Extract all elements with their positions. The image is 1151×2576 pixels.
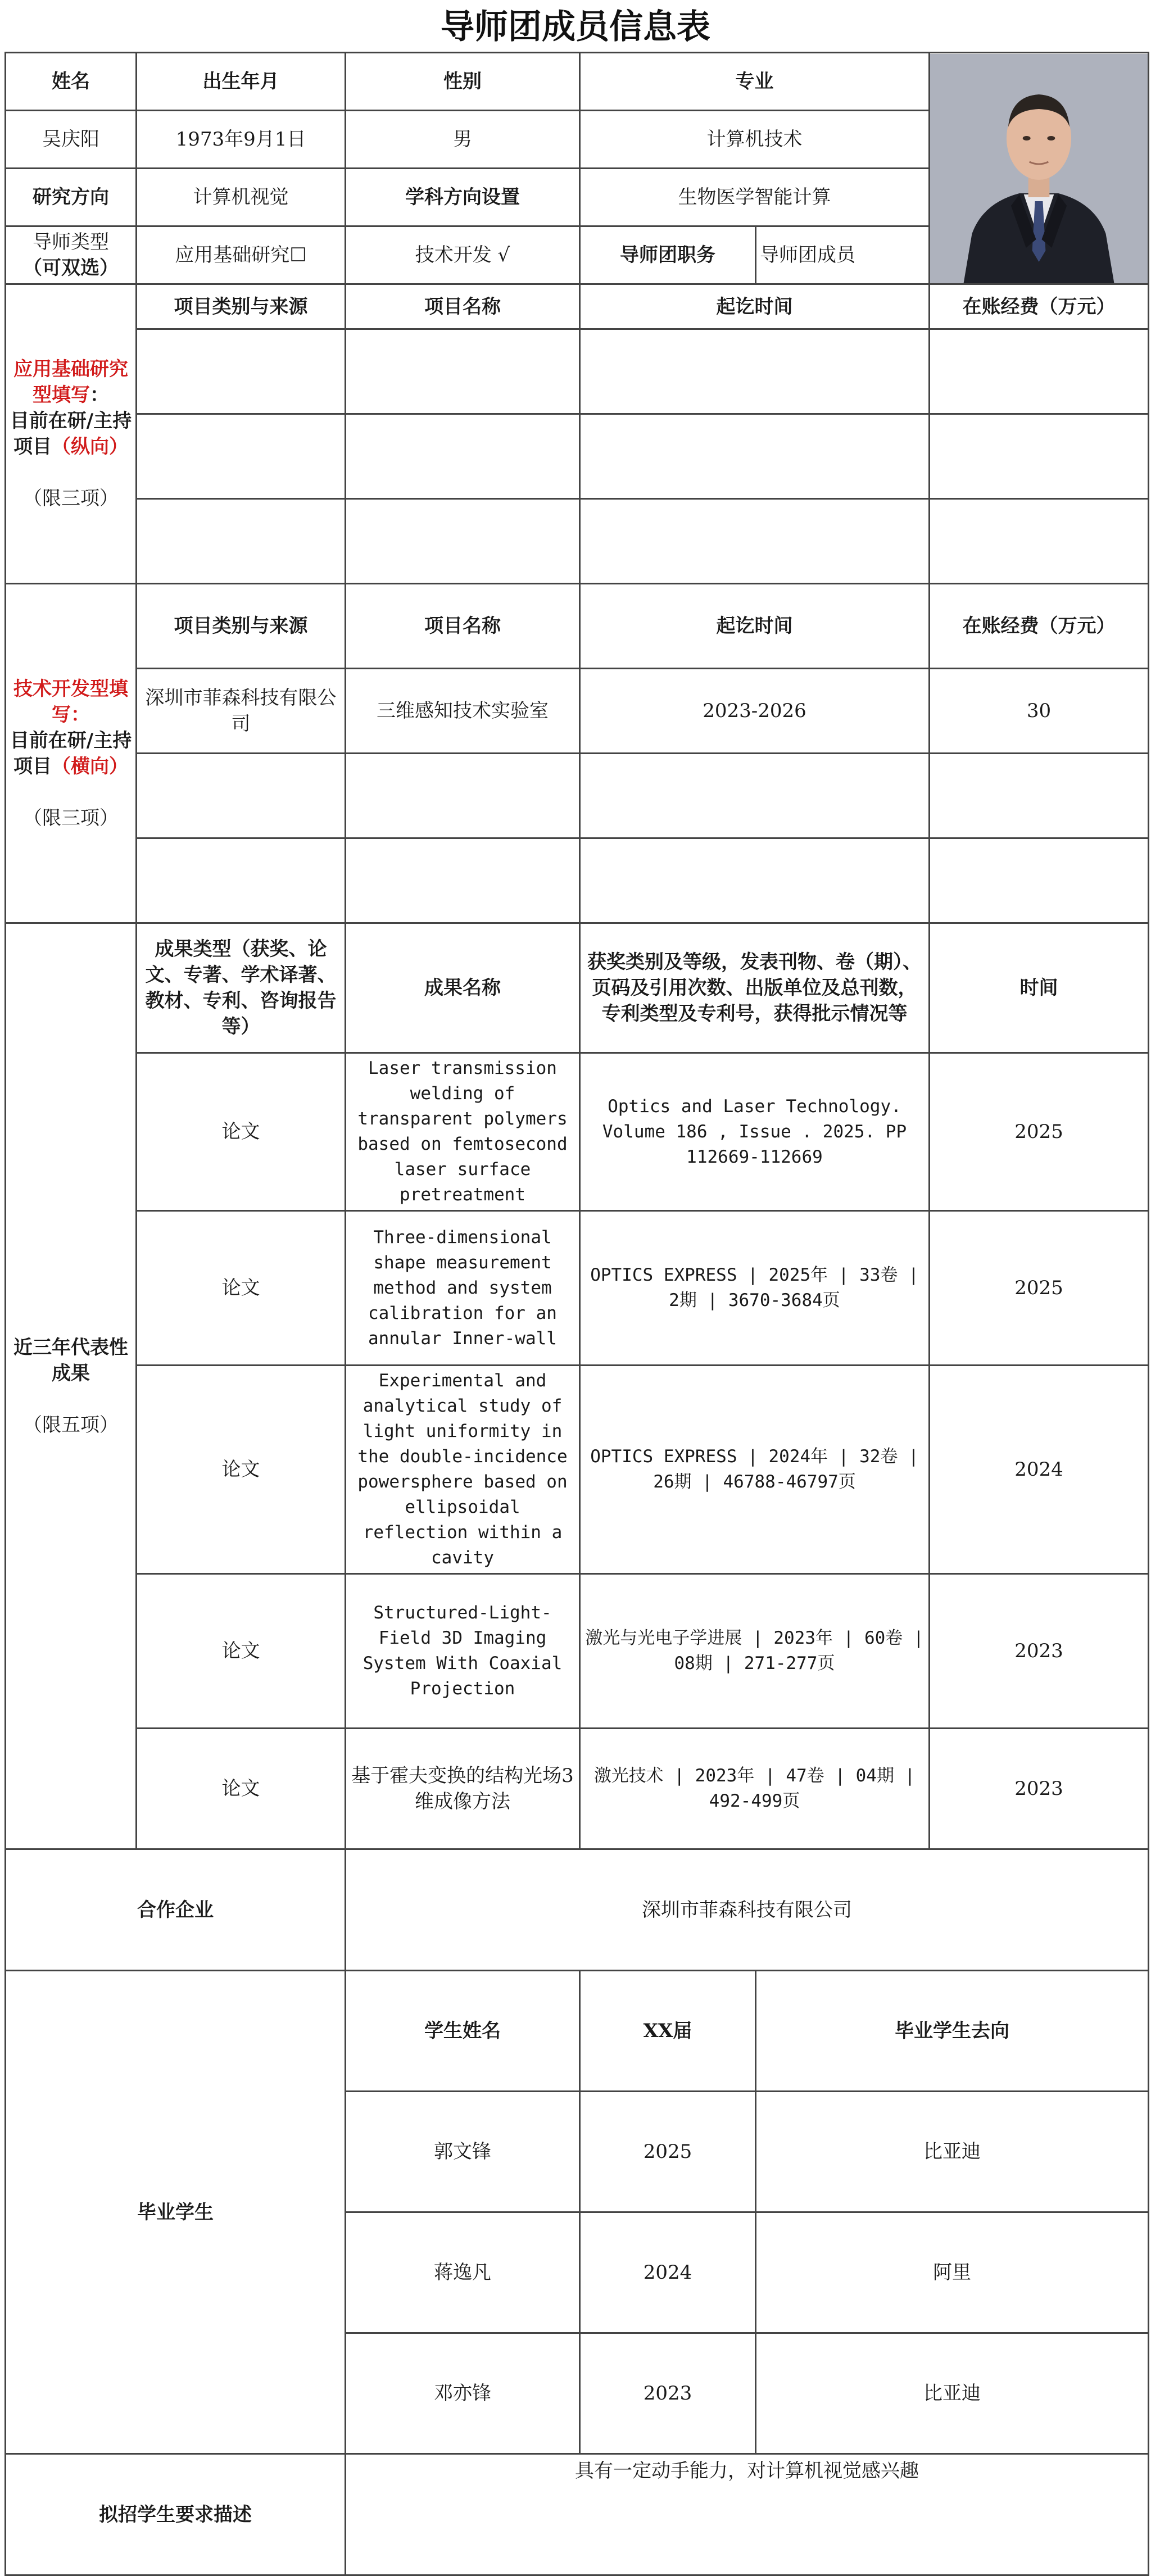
tech-row-category bbox=[137, 754, 346, 838]
ach-row-details: OPTICS EXPRESS | 2025年 | 33卷 | 2期 | 3670-3684页 bbox=[580, 1211, 930, 1366]
mentor-info-table bbox=[4, 52, 1149, 2576]
grad-row-class: 2024 bbox=[580, 2212, 756, 2333]
ach-header-details: 获奖类别及等级，发表刊物、卷（期）、页码及引用次数、出版单位及总刊数，专利类型及专利号，获得批示情况等 bbox=[580, 923, 930, 1053]
tech-header-name: 项目名称 bbox=[346, 584, 580, 669]
basic-header-funding: 在账经费（万元） bbox=[930, 284, 1149, 329]
ach-row-title: Experimental and analytical study of light uniformity in the double-incidence powersphere based on ellipsoidal reflection within a cavity bbox=[346, 1366, 580, 1574]
ach-row-type: 论文 bbox=[137, 1574, 346, 1729]
role-value: 导师团成员 bbox=[756, 226, 930, 284]
grad-row-destination: 比亚迪 bbox=[756, 2092, 1149, 2212]
basic-projects-side bbox=[6, 284, 137, 584]
discipline-value: 生物医学智能计算 bbox=[580, 169, 930, 226]
tech-row-category: 深圳市菲森科技有限公司 bbox=[137, 669, 346, 754]
achievements-side-title: 近三年代表性成果 bbox=[13, 1336, 128, 1385]
basic-side-red-1: 应用基础研究型填写 bbox=[13, 358, 128, 406]
mentor-type-tech: 技术开发 √ bbox=[346, 226, 580, 284]
tech-side-red-1: 技术开发型填写： bbox=[13, 677, 128, 726]
discipline-label: 学科方向设置 bbox=[346, 169, 580, 226]
birth-label: 出生年月 bbox=[137, 53, 346, 111]
mentor-type-label bbox=[6, 226, 137, 284]
tech-row-category bbox=[137, 838, 346, 923]
mentor-type-basic: 应用基础研究☐ bbox=[137, 226, 346, 284]
ach-row-type: 论文 bbox=[137, 1366, 346, 1574]
basic-row-period bbox=[580, 499, 930, 584]
ach-row-title: 基于霍夫变换的结构光场3维成像方法 bbox=[346, 1729, 580, 1849]
grad-row-name: 蒋逸凡 bbox=[346, 2212, 580, 2333]
ach-row-time: 2024 bbox=[930, 1366, 1149, 1574]
graduates-label: 毕业学生 bbox=[6, 1971, 346, 2454]
basic-header-category: 项目类别与来源 bbox=[137, 284, 346, 329]
partner-value: 深圳市菲森科技有限公司 bbox=[346, 1849, 1149, 1971]
tech-side-red-2: （横向） bbox=[52, 755, 128, 778]
major-label: 专业 bbox=[580, 53, 930, 111]
ach-header-type: 成果类型（获奖、论文、专著、学术译著、教材、专利、咨询报告等） bbox=[137, 923, 346, 1053]
basic-side-colon: ： bbox=[90, 384, 109, 406]
photo-cell bbox=[930, 53, 1149, 284]
grad-header-name: 学生姓名 bbox=[346, 1971, 580, 2092]
grad-header-class: XX届 bbox=[580, 1971, 756, 2092]
achievements-side bbox=[6, 923, 137, 1849]
basic-header-period: 起讫时间 bbox=[580, 284, 930, 329]
grad-header-destination: 毕业学生去向 bbox=[756, 1971, 1149, 2092]
ach-header-name: 成果名称 bbox=[346, 923, 580, 1053]
basic-side-red-2: （纵向） bbox=[52, 436, 128, 458]
name-label: 姓名 bbox=[6, 53, 137, 111]
name-value: 吴庆阳 bbox=[6, 111, 137, 169]
basic-row-funding bbox=[930, 329, 1149, 414]
ach-row-type: 论文 bbox=[137, 1729, 346, 1849]
ach-row-details: Optics and Laser Technology. Volume 186 , Issue . 2025. PP 112669-112669 bbox=[580, 1053, 930, 1211]
tech-row-period: 2023-2026 bbox=[580, 669, 930, 754]
basic-row-category bbox=[137, 329, 346, 414]
page-title: 导师团成员信息表 bbox=[441, 7, 710, 47]
requirements-label: 拟招学生要求描述 bbox=[6, 2454, 346, 2575]
role-label: 导师团职务 bbox=[580, 226, 756, 284]
basic-side-limit: （限三项） bbox=[23, 487, 119, 510]
ach-row-type: 论文 bbox=[137, 1053, 346, 1211]
ach-row-time: 2023 bbox=[930, 1729, 1149, 1849]
ach-row-details: 激光与光电子学进展 | 2023年 | 60卷 | 08期 | 271-277页 bbox=[580, 1574, 930, 1729]
achievements-side-limit: （限五项） bbox=[23, 1413, 119, 1436]
tech-row-name: 三维感知技术实验室 bbox=[346, 669, 580, 754]
partner-label: 合作企业 bbox=[6, 1849, 346, 1971]
grad-row-class: 2025 bbox=[580, 2092, 756, 2212]
tech-header-funding: 在账经费（万元） bbox=[930, 584, 1149, 669]
gender-value: 男 bbox=[346, 111, 580, 169]
grad-row-class: 2023 bbox=[580, 2333, 756, 2454]
ach-row-time: 2023 bbox=[930, 1574, 1149, 1729]
tech-row-name bbox=[346, 754, 580, 838]
ach-row-type: 论文 bbox=[137, 1211, 346, 1366]
basic-row-period bbox=[580, 414, 930, 499]
grad-row-name: 郭文锋 bbox=[346, 2092, 580, 2212]
basic-row-funding bbox=[930, 499, 1149, 584]
ach-header-time: 时间 bbox=[930, 923, 1149, 1053]
tech-projects-side bbox=[6, 584, 137, 923]
tech-header-category: 项目类别与来源 bbox=[137, 584, 346, 669]
basic-row-period bbox=[580, 329, 930, 414]
grad-row-destination: 比亚迪 bbox=[756, 2333, 1149, 2454]
basic-side-black-1: 目前在研/主持项目 bbox=[10, 410, 132, 458]
tech-side-limit: （限三项） bbox=[23, 806, 119, 829]
ach-row-time: 2025 bbox=[930, 1053, 1149, 1211]
research-label: 研究方向 bbox=[6, 169, 137, 226]
basic-row-funding bbox=[930, 414, 1149, 499]
basic-row-category bbox=[137, 414, 346, 499]
mentor-type-label-line2: （可双选） bbox=[23, 257, 119, 279]
basic-row-name bbox=[346, 329, 580, 414]
tech-header-period: 起讫时间 bbox=[580, 584, 930, 669]
tech-row-funding: 30 bbox=[930, 669, 1149, 754]
requirements-value: 具有一定动手能力，对计算机视觉感兴趣 bbox=[346, 2454, 1149, 2575]
tech-row-funding bbox=[930, 754, 1149, 838]
tech-row-period bbox=[580, 754, 930, 838]
gender-label: 性别 bbox=[346, 53, 580, 111]
ach-row-time: 2025 bbox=[930, 1211, 1149, 1366]
research-value: 计算机视觉 bbox=[137, 169, 346, 226]
tech-row-name bbox=[346, 838, 580, 923]
grad-row-name: 邓亦锋 bbox=[346, 2333, 580, 2454]
birth-value: 1973年9月1日 bbox=[137, 111, 346, 169]
basic-row-name bbox=[346, 499, 580, 584]
major-value: 计算机技术 bbox=[580, 111, 930, 169]
basic-header-name: 项目名称 bbox=[346, 284, 580, 329]
tech-row-funding bbox=[930, 838, 1149, 923]
grad-row-destination: 阿里 bbox=[756, 2212, 1149, 2333]
ach-row-title: Three-dimensional shape measurement method and system calibration for an annular Inner-wall bbox=[346, 1211, 580, 1366]
tech-side-black-1: 目前在研/主持项目 bbox=[10, 729, 132, 778]
ach-row-details: 激光技术 | 2023年 | 47卷 | 04期 | 492-499页 bbox=[580, 1729, 930, 1849]
basic-row-name bbox=[346, 414, 580, 499]
ach-row-title: Structured-Light-Field 3D Imaging System With Coaxial Projection bbox=[346, 1574, 580, 1729]
tech-row-period bbox=[580, 838, 930, 923]
ach-row-details: OPTICS EXPRESS | 2024年 | 32卷 | 26期 | 46788-46797页 bbox=[580, 1366, 930, 1574]
person-portrait-icon bbox=[930, 54, 1148, 283]
mentor-type-label-line1: 导师类型 bbox=[33, 231, 109, 253]
ach-row-title: Laser transmission welding of transparent polymers based on femtosecond laser surface pretreatment bbox=[346, 1053, 580, 1211]
basic-row-category bbox=[137, 499, 346, 584]
